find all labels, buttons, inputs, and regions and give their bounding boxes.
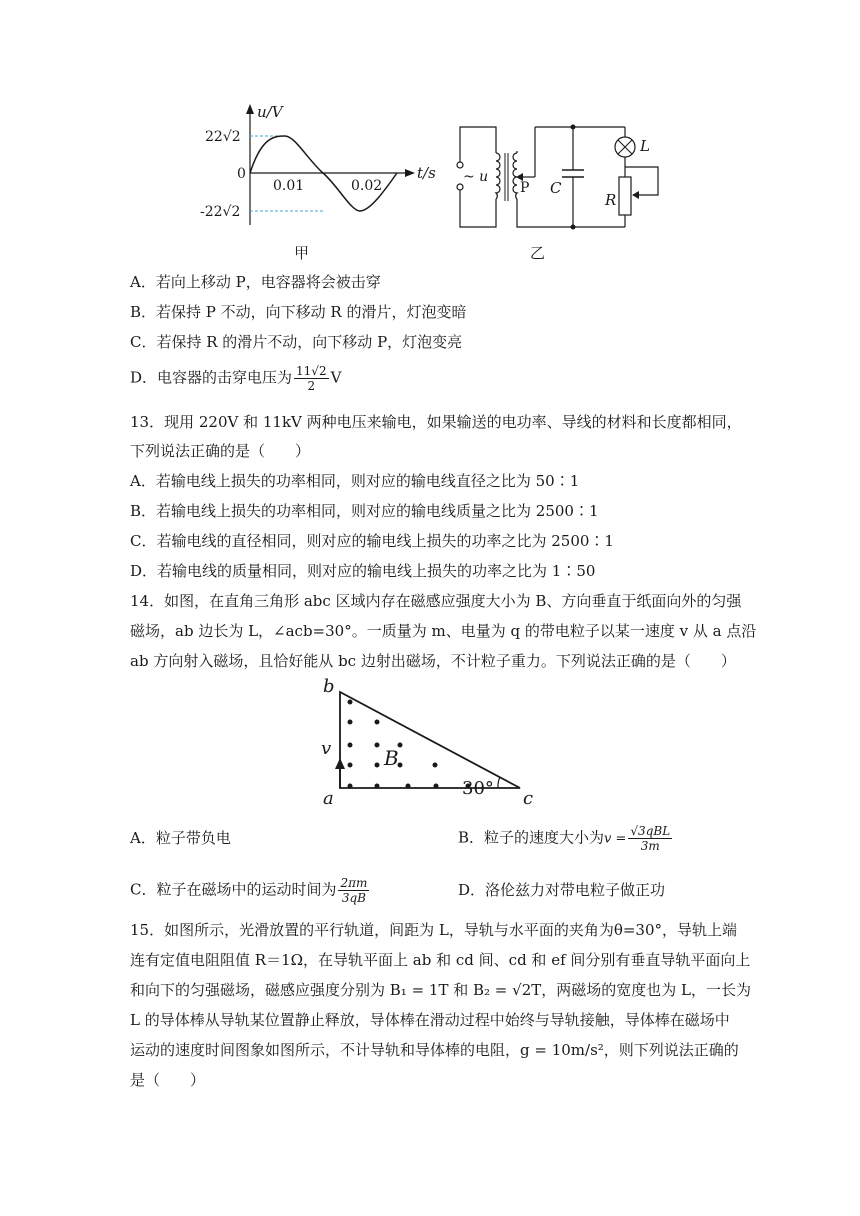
q14-option-c-prefix: C．粒子在磁场中的运动时间为 (130, 880, 337, 899)
q14-option-c (130, 876, 371, 905)
lamp-label: L (640, 137, 650, 155)
q12-option-c: C．若保持 R 的滑片不动，向下移动 P，灯泡变亮 (130, 333, 463, 351)
source-label: ~ u (463, 169, 489, 185)
figure-yi-caption: 乙 (530, 244, 546, 262)
q14-option-a: A．粒子带负电 (130, 829, 231, 847)
q14-stem-3: ab 方向射入磁场，且恰好能从 bc 边射出磁场，不计粒子重力。下列说法正确的是（ ） (130, 652, 736, 670)
q14-triangle-figure (320, 678, 550, 810)
angle-label: 30° (462, 778, 494, 799)
tap-label: P (520, 180, 530, 196)
q15-stem-2: 连有定值电阻阻值 R＝1Ω，在导轨平面上 ab 和 cd 间、cd 和 ef 间分别有垂直导轨平面向上 (130, 951, 751, 969)
q13-option-a: A．若输电线上损失的功率相同，则对应的输电线直径之比为 50∶1 (130, 472, 580, 490)
y-max-label: 22√2 (205, 129, 241, 145)
figure-jia-graph (195, 100, 440, 230)
q14-option-c-fraction: $\frac{2\pi m}{3qB}$ (340, 876, 368, 905)
q15-stem-5: 运动的速度时间图象如图所示，不计导轨和导体棒的电阻，g = 10m/s²，则下列说法正确的 (130, 1041, 739, 1059)
q15-stem-6: 是（ ） (130, 1071, 206, 1089)
figure-yi-circuit (450, 115, 670, 240)
origin-label: 0 (237, 166, 246, 182)
vertex-b-label: b (323, 678, 335, 697)
q14-option-b-fraction: $\frac{\text{√3qBL}}{3m}$ (630, 824, 671, 853)
y-min-label: -22√2 (200, 204, 241, 220)
tick-label-002: 0.02 (351, 178, 383, 194)
q14-option-b (458, 824, 674, 853)
resistor-label: R (605, 191, 617, 209)
q12-option-a: A．若向上移动 P，电容器将会被击穿 (130, 273, 381, 291)
q12-option-b: B．若保持 P 不动，向下移动 R 的滑片，灯泡变暗 (130, 303, 467, 321)
q12-option-d-fraction: $\frac{11√2}{2}$ (296, 364, 327, 393)
q13-option-c: C．若输电线的直径相同，则对应的输电线上损失的功率之比为 2500∶1 (130, 532, 614, 550)
q13-stem-1: 13．现用 220V 和 11kV 两种电压来输电，如果输送的电功率、导线的材料和长度都相同， (130, 413, 742, 431)
q15-stem-4: L 的导体棒从导轨某位置静止释放，导体棒在滑动过程中始终与导轨接触，导体棒在磁场中 (130, 1011, 730, 1029)
q15-stem-1: 15．如图所示，光滑放置的平行轨道，间距为 L，导轨与水平面的夹角为θ=30°，导轨上端 (130, 921, 738, 939)
q14-option-b-prefix: B．粒子的速度大小为 (458, 828, 605, 847)
y-axis-label: u/V (257, 103, 283, 121)
vertex-a-label: a (323, 788, 334, 809)
field-dots (348, 700, 471, 789)
q14-stem-2: 磁场，ab 边长为 L，∠acb=30°。一质量为 m、电量为 q 的带电粒子以某一速度 v 从 a 点沿 (130, 622, 757, 640)
capacitor-label: C (550, 179, 562, 197)
q12-option-d (130, 364, 341, 393)
q15-stem-3: 和向下的匀强磁场，磁感应强度分别为 B₁ = 1T 和 B₂ = √2T，两磁场的宽度也为 L，一长为 (130, 981, 751, 999)
x-axis-label: t/s (417, 164, 436, 182)
velocity-label: v (321, 738, 332, 759)
field-b-label: B (384, 746, 399, 770)
resistor-icon (619, 177, 631, 215)
q13-option-b: B．若输电线上损失的功率相同，则对应的输电线质量之比为 2500∶1 (130, 502, 599, 520)
q14-stem-1: 14．如图，在直角三角形 abc 区域内存在磁感应强度大小为 B、方向垂直于纸面向外的匀强 (130, 592, 742, 610)
figure-jia-caption: 甲 (294, 244, 310, 262)
q14-option-b-var: v = (604, 831, 627, 847)
vertex-c-label: c (523, 788, 534, 809)
tick-label-001: 0.01 (273, 178, 305, 194)
q13-stem-2: 下列说法正确的是（ ） (130, 442, 311, 460)
q12-option-d-prefix: D．电容器的击穿电压为 (130, 368, 293, 387)
q14-option-d: D．洛伦兹力对带电粒子做正功 (458, 881, 666, 899)
q12-option-d-unit: V (330, 368, 342, 387)
q13-option-d: D．若输电线的质量相同，则对应的输电线上损失的功率之比为 1∶50 (130, 562, 596, 580)
